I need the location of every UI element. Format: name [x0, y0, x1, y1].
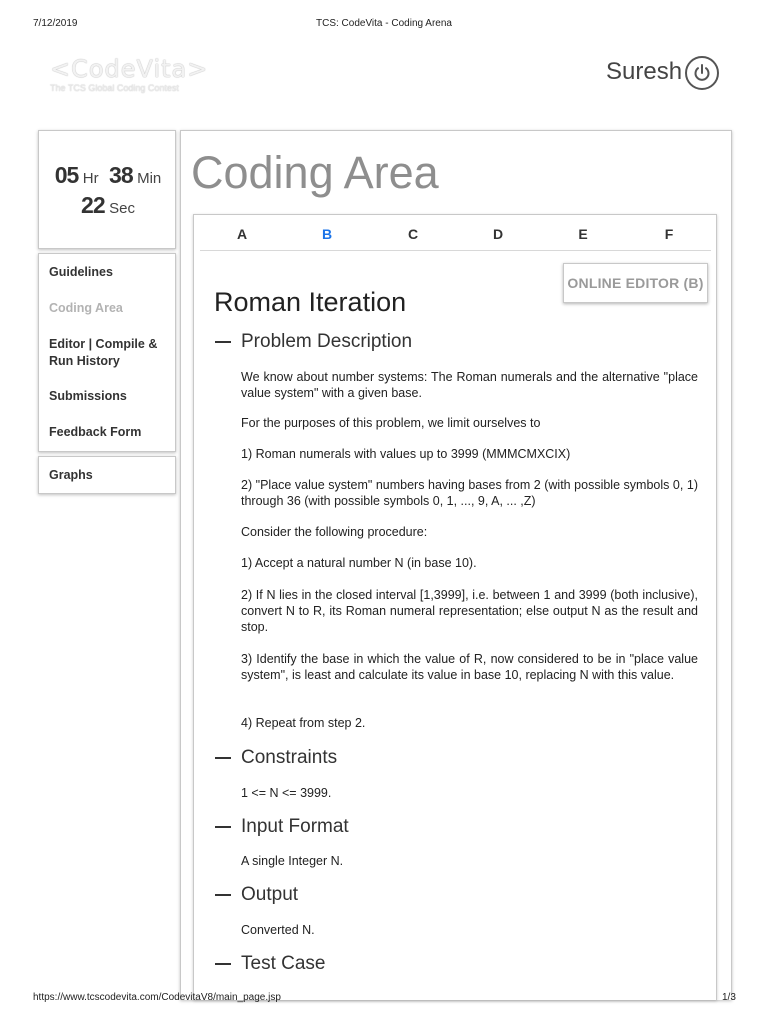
codevita-logo[interactable] [50, 55, 210, 97]
description-paragraph: Consider the following procedure: [241, 525, 428, 539]
test-case-heading[interactable] [215, 953, 325, 975]
timer-minutes: 38 [109, 162, 133, 188]
tab-b[interactable]: B [321, 226, 333, 242]
constraints-text: 1 <= N <= 3999. [241, 786, 332, 800]
section-heading-label: Input Format [241, 816, 349, 837]
description-paragraph: For the purposes of this problem, we limit ourselves to [241, 416, 541, 430]
timer-hours-unit: Hr [82, 170, 99, 187]
section-heading-label: Test Case [241, 953, 326, 974]
collapse-icon[interactable] [215, 894, 231, 896]
description-paragraph: 1) Roman numerals with values up to 3999 (MMMCMXCIX) [241, 447, 571, 461]
timer-seconds-unit: Sec [109, 200, 135, 217]
timer-minutes-unit: Min [137, 170, 162, 187]
section-heading-label: Output [241, 884, 299, 905]
description-paragraph: 1) Accept a natural number N (in base 10). [241, 556, 477, 570]
logo-text: <CodeVita> [50, 55, 209, 83]
sidebar-item-coding-area[interactable]: Coding Area [49, 301, 123, 315]
constraints-heading[interactable] [215, 747, 337, 769]
input-format-heading[interactable] [215, 816, 349, 838]
sidebar-item-guidelines[interactable]: Guidelines [49, 265, 113, 279]
sidebar-nav [38, 253, 176, 452]
print-title: TCS: CodeVita - Coding Arena [315, 18, 452, 29]
print-date: 7/12/2019 [33, 18, 78, 29]
problem-description-heading[interactable] [215, 331, 412, 353]
input-format-text: A single Integer N. [241, 854, 344, 868]
section-heading-label: Constraints [241, 747, 338, 768]
power-icon[interactable] [685, 56, 719, 90]
tab-a[interactable]: A [236, 226, 248, 242]
section-heading-label: Problem Description [241, 331, 413, 352]
timer-hours: 05 [54, 162, 79, 188]
tab-e[interactable]: E [578, 226, 588, 242]
description-paragraph: 2) If N lies in the closed interval [1,3999], i.e. between 1 and 3999 (both inclusive), convert N to R, its Roman numeral representation; else output N as the result and stop. [241, 588, 698, 634]
countdown-timer [38, 130, 176, 249]
description-paragraph: 2) "Place value system" numbers having bases from 2 (with possible symbols 0, 1) through 36 (with possible symbols 0, 1, ..., 9, A, ... ,Z) [241, 478, 698, 508]
sidebar-graphs[interactable] [38, 456, 176, 494]
sidebar-item-editor-history[interactable]: Editor | Compile & Run History [49, 337, 158, 368]
page-title: Coding Area [191, 147, 439, 198]
sidebar-item-submissions[interactable]: Submissions [49, 389, 127, 403]
collapse-icon[interactable] [215, 826, 231, 828]
output-text: Converted N. [241, 923, 315, 937]
problem-title: Roman Iteration [214, 287, 407, 317]
sidebar-item-feedback-form[interactable]: Feedback Form [49, 425, 142, 439]
tab-divider [200, 250, 711, 251]
description-paragraph: 4) Repeat from step 2. [241, 716, 366, 730]
page-url: https://www.tcscodevita.com/CodevitaV8/main_page.jsp [33, 992, 281, 1003]
description-paragraph: 3) Identify the base in which the value of R, now considered to be in "place value system", is least and calculate its value in base 10, replacing N with this value. [241, 652, 698, 682]
description-paragraph: We know about number systems: The Roman numerals and the alternative "place value system" with a given base. [241, 370, 698, 400]
collapse-icon[interactable] [215, 963, 231, 965]
user-name: Suresh [606, 58, 683, 85]
collapse-icon[interactable] [215, 341, 231, 343]
page-number: 1/3 [722, 992, 736, 1003]
tab-f[interactable]: F [664, 226, 674, 242]
online-editor-button[interactable]: ONLINE EDITOR (B) [563, 263, 708, 303]
collapse-icon[interactable] [215, 757, 231, 759]
sidebar-item-graphs[interactable]: Graphs [49, 468, 93, 482]
timer-seconds: 22 [81, 192, 105, 218]
tab-d[interactable]: D [492, 226, 504, 242]
logo-tagline: The TCS Global Coding Contest [50, 83, 179, 93]
output-heading[interactable] [215, 884, 298, 906]
tab-c[interactable]: C [407, 226, 419, 242]
